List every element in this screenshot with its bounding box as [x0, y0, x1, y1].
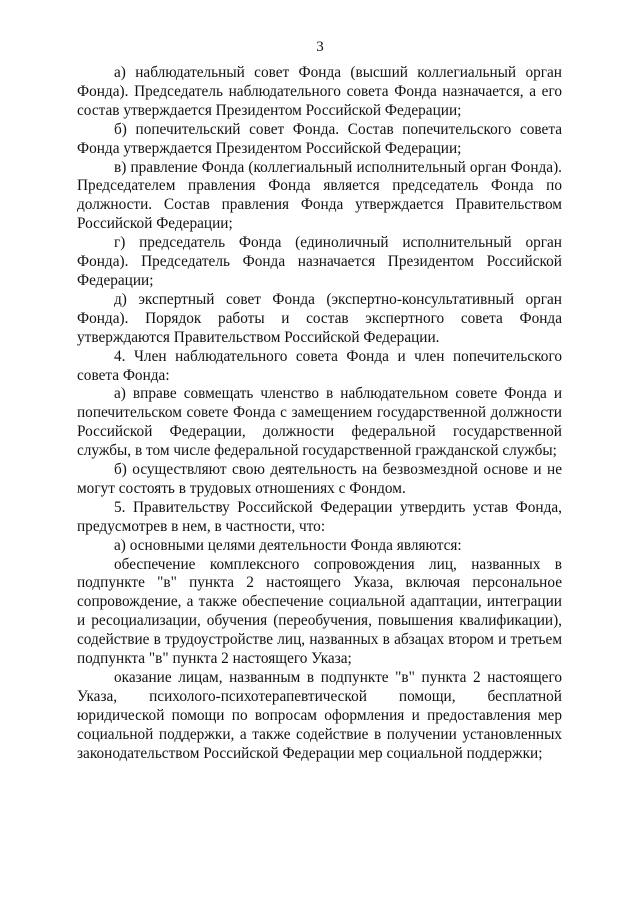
paragraph-b-board-of-trustees: б) попечительский совет Фонда. Состав попечительского совета Фонда утверждается Президентом Российской Федерации; — [77, 120, 562, 157]
paragraph-4a-combining-membership: а) вправе совмещать членство в наблюдательном совете Фонда и попечительском совете Фонда с замещением государственной должности Российской Федерации, должности федеральной государственной службы, в том числе федеральной государственной гражданской службы; — [77, 385, 562, 460]
paragraph-v-management-board: в) правление Фонда (коллегиальный исполнительный орган Фонда). Председателем правления Фонда является председатель Фонда по должности. Состав правления Фонда утверждается Правительством Российской Федерации; — [77, 158, 562, 233]
paragraph-4-members: 4. Член наблюдательного совета Фонда и член попечительского совета Фонда: — [77, 347, 562, 384]
paragraph-5a-main-goals: а) основными целями деятельности Фонда являются: — [114, 536, 462, 554]
paragraph-g-chairman: г) председатель Фонда (единоличный исполнительный орган Фонда). Председатель Фонда назначается Президентом Российской Федерации; — [77, 234, 562, 289]
paragraph-5-charter: 5. Правительству Российской Федерации утвердить устав Фонда, предусмотрев в нем, в частности, что: — [77, 498, 562, 535]
paragraph-d-expert-council: д) экспертный совет Фонда (экспертно-консультативный орган Фонда). Порядок работы и состав экспертного совета Фонда утверждаются Правительством Российской Федерации. — [77, 290, 562, 346]
paragraph-a-supervisory-board: а) наблюдательный совет Фонда (высший коллегиальный орган Фонда). Председатель наблюдательного совета Фонда назначается, а его состав утверждается Президентом Российской Федерации; — [77, 64, 562, 119]
document-body — [77, 64, 562, 764]
paragraph-goal-psychological-help: оказание лицам, названным в подпункте "в" пункта 2 настоящего Указа, психолого-психотерапевтической помощи, бесплатной юридической помощи по вопросам оформления и предоставления мер социальной поддержки, а также содействие в получении установленных законодательством Российской Федерации мер социальной поддержки; — [77, 669, 562, 762]
page-number: 3 — [316, 39, 324, 55]
paragraph-goal-comprehensive-support: обеспечение комплексного сопровождения лиц, названных в подпункте "в" пункта 2 настоящего Указа, включая персональное сопровождение, а также обеспечение социальной адаптации, интеграции и ресоциализации, обучения (переобучения, повышения квалификации), содействие в трудоустройстве лиц, названных в абзацах втором и третьем подпункта "в" пункта 2 настоящего Указа; — [77, 555, 562, 668]
paragraph-4b-unpaid-basis: б) осуществляют свою деятельность на безвозмездной основе и не могут состоять в трудовых отношениях с Фондом. — [77, 461, 562, 497]
